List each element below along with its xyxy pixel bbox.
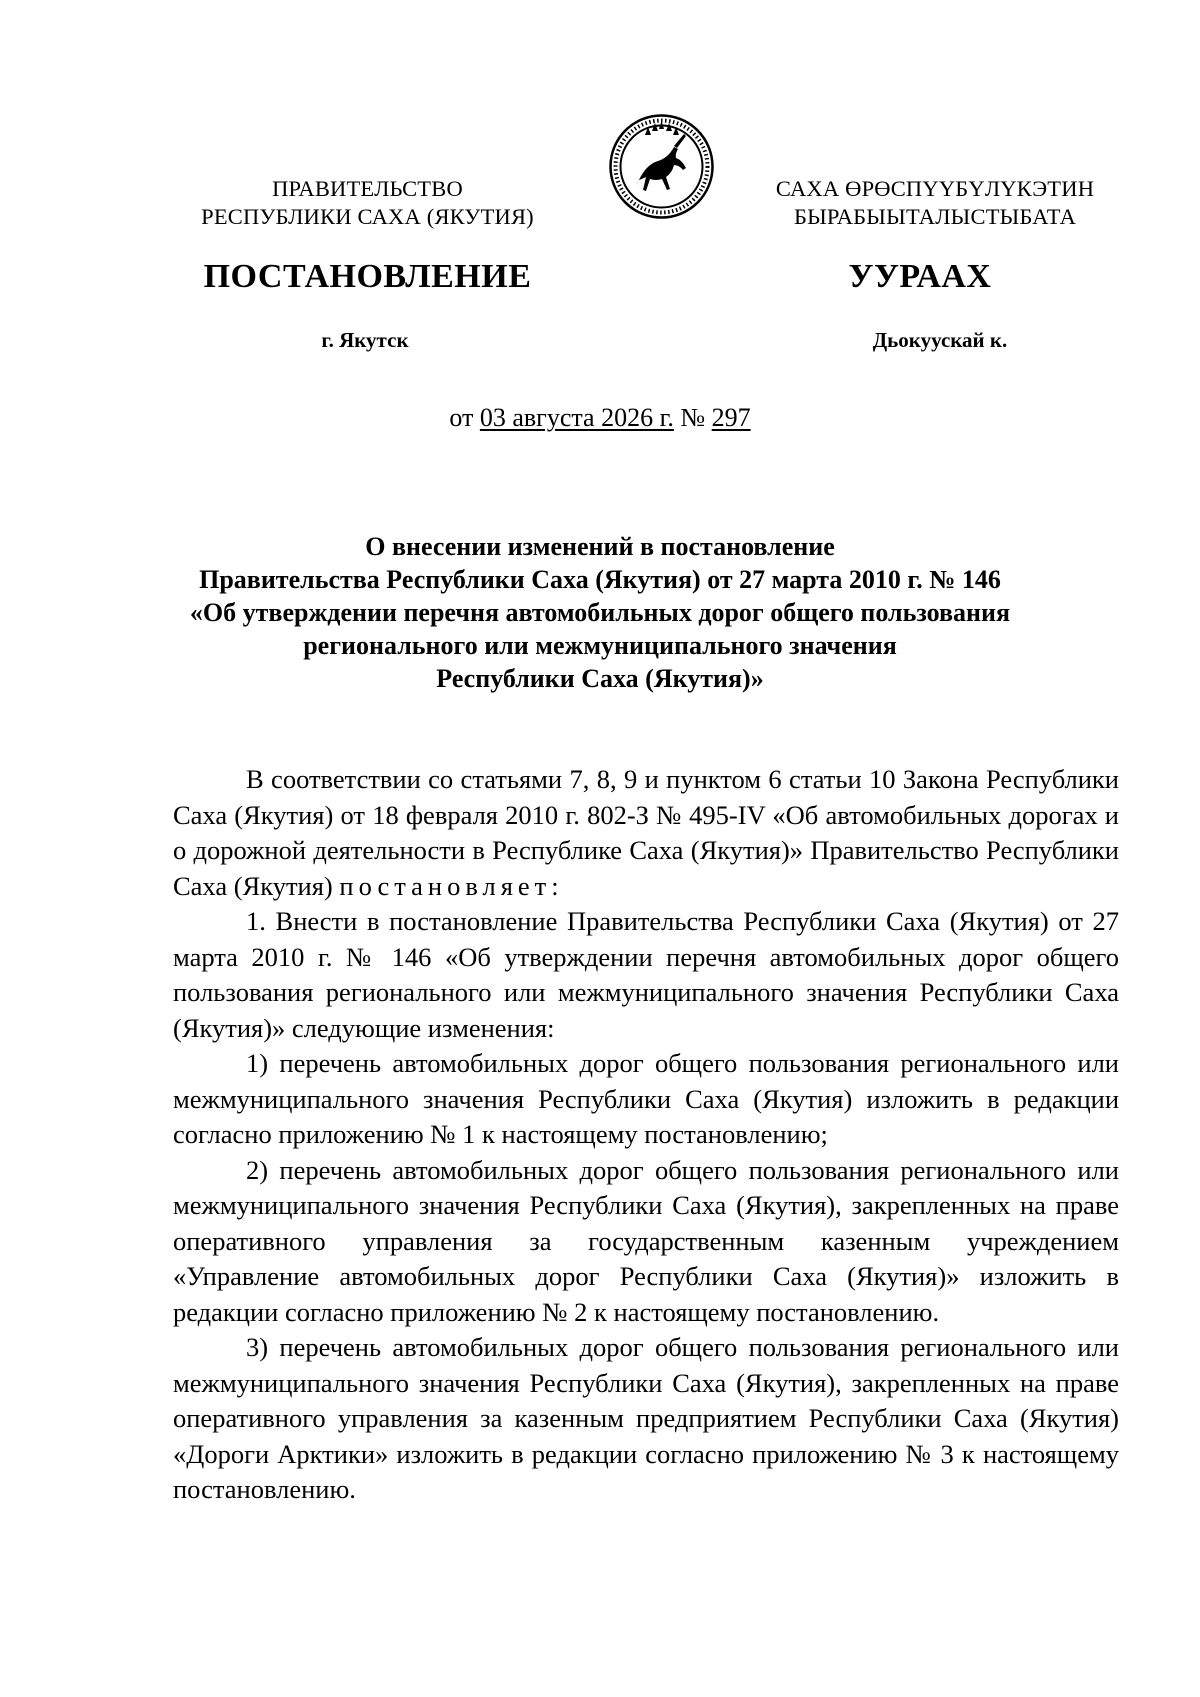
document-body [173,762,1119,1508]
title-line: «Об утверждении перечня автомобильных дорог общего пользования [189,598,1011,627]
left-org-line-2: РЕСПУБЛИКИ САХА (ЯКУТИЯ) [201,204,534,229]
title-line: Правительства Республики Саха (Якутия) от 27 марта 2010 г. № 146 [199,565,1001,594]
city-ru: г. Якутск [321,328,409,352]
doc-type-ru: ПОСТАНОВЛЕНИЕ [203,258,532,295]
right-org-name [750,175,1120,231]
item-1-paragraph: 1. Внести в постановление Правительства Республики Саха (Якутия) от 27 марта 2010 г. № 146 «Об утверждении перечня автомобильных дорог общего пользования регионального или межмуниципального значения Республики Саха (Якутия)» следующие изменения: [173,906,1119,1043]
title-line: О внесении изменений в постановление [365,532,835,561]
number-sign: № [680,403,706,432]
document-date: 03 августа 2026 г. [479,403,674,432]
subitem-2-paragraph: 2) перечень автомобильных дорог общего пользования регионального или межмуниципального значения Республики Саха (Якутия), закрепленных на праве оперативного управления за государственным казенным учреждением «Управление автомобильных дорог Республики Саха (Якутия)» изложить в редакции согласно приложению № 2 к настоящему постановлению. [173,1154,1119,1327]
document-number: 297 [711,403,751,432]
title-line: Республики Саха (Якутия)» [436,664,764,693]
republic-emblem-icon [608,113,715,220]
left-org-line-1: ПРАВИТЕЛЬСТВО [272,176,463,201]
emblem-svg [608,113,715,220]
right-org-line-2: БЫРАБЫЫТАЛЫСТЫБАТА [793,204,1077,229]
date-prefix: от [449,403,474,432]
title-line: регионального или межмуниципального значения [303,631,897,660]
right-org-line-1: САХА ӨРӨСПҮҮБҮЛҮКЭТИН [775,176,1095,201]
city-sah: Дьокуускай к. [872,328,1008,352]
date-number-line [0,403,1200,433]
subitem-3-paragraph: 3) перечень автомобильных дорог общего пользования регионального или межмуниципального значения Республики Саха (Якутия), закрепленных на праве оперативного управления за казенным предприятием Республики Саха (Якутия) «Дороги Арктики» изложить в редакции согласно приложению № 3 к настоящему постановлению. [173,1332,1119,1504]
doc-type-sah: УУРААХ [848,258,992,295]
document-title [150,530,1050,695]
preamble-paragraph [173,762,1119,904]
subitem-1-paragraph: 1) перечень автомобильных дорог общего пользования регионального или межмуниципального значения Республики Саха (Якутия) изложить в редакции согласно приложению № 1 к настоящему постановлению; [173,1048,1119,1149]
left-org-name [180,175,555,231]
preamble-text: В соответствии со статьями 7, 8, 9 и пунктом 6 статьи 10 Закона Республики Саха (Якутия) от 18 февраля 2010 г. 802-З № 495-IV «Об автомобильных дорогах и о дорожной деятельности в Республике Саха (Якутия)» Правительство Республики Саха (Якутия) [173,764,1119,901]
preamble-verb: постановляет: [339,870,564,901]
